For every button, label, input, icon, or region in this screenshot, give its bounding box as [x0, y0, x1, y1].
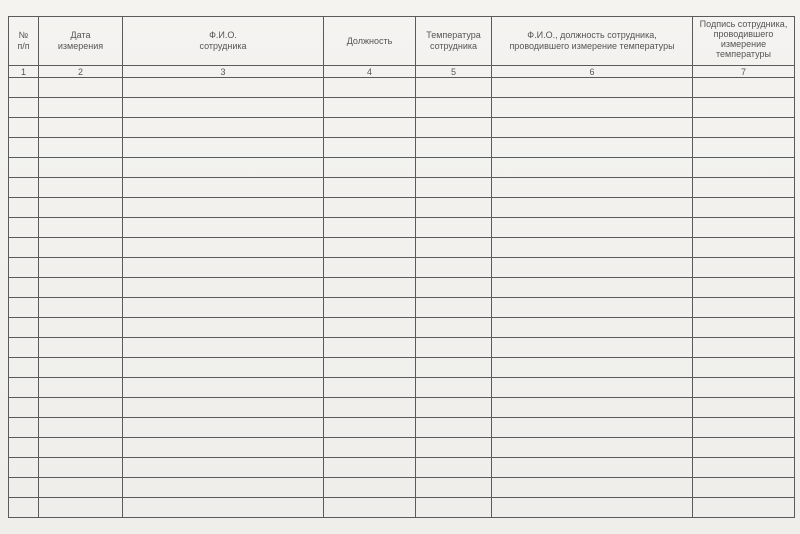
table-cell[interactable] [39, 158, 123, 178]
table-cell[interactable] [9, 318, 39, 338]
table-cell[interactable] [123, 238, 324, 258]
table-cell[interactable] [416, 358, 492, 378]
table-cell[interactable] [39, 338, 123, 358]
table-cell[interactable] [123, 458, 324, 478]
table-cell[interactable] [39, 478, 123, 498]
table-row [9, 218, 795, 238]
table-cell[interactable] [39, 398, 123, 418]
table-cell[interactable] [324, 178, 416, 198]
table-cell[interactable] [9, 358, 39, 378]
table-cell[interactable] [492, 418, 693, 438]
table-cell[interactable] [416, 218, 492, 238]
table-cell[interactable] [123, 278, 324, 298]
table-cell[interactable] [693, 418, 795, 438]
table-cell[interactable] [492, 198, 693, 218]
table-cell[interactable] [492, 498, 693, 518]
table-cell[interactable] [693, 318, 795, 338]
table-row [9, 478, 795, 498]
table-cell[interactable] [39, 278, 123, 298]
header-row [9, 17, 795, 66]
table-cell[interactable] [9, 178, 39, 198]
table-cell[interactable] [324, 378, 416, 398]
table-cell[interactable] [693, 158, 795, 178]
table-cell[interactable] [324, 338, 416, 358]
table-cell[interactable] [324, 98, 416, 118]
table-cell[interactable] [416, 438, 492, 458]
table-cell[interactable] [492, 378, 693, 398]
table-cell[interactable] [416, 118, 492, 138]
table-cell[interactable] [39, 118, 123, 138]
table-cell[interactable] [324, 138, 416, 158]
table-cell[interactable] [123, 498, 324, 518]
table-cell[interactable] [9, 478, 39, 498]
table-cell[interactable] [324, 318, 416, 338]
table-cell[interactable] [39, 378, 123, 398]
table-cell[interactable] [324, 118, 416, 138]
table-row [9, 398, 795, 418]
table-cell[interactable] [123, 78, 324, 98]
column-header: № п/п [9, 17, 39, 66]
table-cell[interactable] [492, 438, 693, 458]
table-cell[interactable] [9, 198, 39, 218]
table-cell[interactable] [9, 398, 39, 418]
table-row [9, 78, 795, 98]
table-cell[interactable] [123, 98, 324, 118]
table-cell[interactable] [416, 378, 492, 398]
table-cell[interactable] [123, 218, 324, 238]
table-row [9, 258, 795, 278]
table-cell[interactable] [9, 218, 39, 238]
table-row [9, 438, 795, 458]
table-row [9, 198, 795, 218]
table-cell[interactable] [416, 398, 492, 418]
table-cell[interactable] [693, 298, 795, 318]
column-number-row [9, 66, 795, 78]
table-cell[interactable] [416, 298, 492, 318]
table-cell[interactable] [123, 198, 324, 218]
table-cell[interactable] [324, 418, 416, 438]
table-cell[interactable] [39, 138, 123, 158]
table-cell[interactable] [39, 78, 123, 98]
table-cell[interactable] [123, 338, 324, 358]
table-cell[interactable] [123, 138, 324, 158]
column-number: 7 [693, 66, 795, 78]
table-row [9, 158, 795, 178]
table-cell[interactable] [324, 278, 416, 298]
table-cell[interactable] [39, 358, 123, 378]
table-cell[interactable] [416, 338, 492, 358]
table-row [9, 498, 795, 518]
table-cell[interactable] [324, 438, 416, 458]
table-cell[interactable] [324, 358, 416, 378]
table-cell[interactable] [416, 418, 492, 438]
table-row [9, 118, 795, 138]
table-cell[interactable] [123, 158, 324, 178]
table-cell[interactable] [416, 458, 492, 478]
table-cell[interactable] [9, 138, 39, 158]
table-cell[interactable] [9, 158, 39, 178]
table-cell[interactable] [492, 278, 693, 298]
table-cell[interactable] [39, 498, 123, 518]
table-row [9, 138, 795, 158]
table-cell[interactable] [492, 338, 693, 358]
table-cell[interactable] [39, 258, 123, 278]
table-cell[interactable] [693, 78, 795, 98]
column-number: 4 [324, 66, 416, 78]
table-cell[interactable] [123, 438, 324, 458]
table-cell[interactable] [39, 418, 123, 438]
table-cell[interactable] [492, 478, 693, 498]
column-header: Ф.И.О. сотрудника [123, 17, 324, 66]
table-cell[interactable] [693, 278, 795, 298]
table-cell[interactable] [9, 98, 39, 118]
table-row [9, 458, 795, 478]
table-cell[interactable] [693, 478, 795, 498]
table-cell[interactable] [492, 158, 693, 178]
table-cell[interactable] [492, 358, 693, 378]
table-row [9, 178, 795, 198]
table-cell[interactable] [123, 118, 324, 138]
table-cell[interactable] [416, 318, 492, 338]
table-cell[interactable] [123, 178, 324, 198]
table-cell[interactable] [39, 298, 123, 318]
table-cell[interactable] [123, 478, 324, 498]
table-cell[interactable] [693, 98, 795, 118]
table-cell[interactable] [693, 378, 795, 398]
table-cell[interactable] [416, 138, 492, 158]
table-cell[interactable] [9, 498, 39, 518]
table-cell[interactable] [492, 458, 693, 478]
table-cell[interactable] [9, 418, 39, 438]
table-cell[interactable] [9, 438, 39, 458]
table-cell[interactable] [39, 238, 123, 258]
table-cell[interactable] [416, 78, 492, 98]
column-header: Ф.И.О., должность сотрудника, проводившего измерение температуры [492, 17, 693, 66]
column-header: Подпись сотрудника, проводившего измерение температуры [693, 17, 795, 66]
table-cell[interactable] [123, 318, 324, 338]
table-cell[interactable] [492, 178, 693, 198]
table-cell[interactable] [123, 358, 324, 378]
table-cell[interactable] [9, 258, 39, 278]
table-cell[interactable] [9, 378, 39, 398]
table-cell[interactable] [39, 458, 123, 478]
table-row [9, 358, 795, 378]
column-number: 6 [492, 66, 693, 78]
table-row [9, 298, 795, 318]
table-cell[interactable] [492, 318, 693, 338]
table-row [9, 378, 795, 398]
table-row [9, 98, 795, 118]
table-cell[interactable] [123, 418, 324, 438]
log-body [9, 78, 795, 518]
table-cell[interactable] [324, 198, 416, 218]
table-cell[interactable] [39, 318, 123, 338]
table-cell[interactable] [693, 198, 795, 218]
table-cell[interactable] [693, 258, 795, 278]
table-cell[interactable] [416, 158, 492, 178]
table-cell[interactable] [324, 258, 416, 278]
table-cell[interactable] [123, 298, 324, 318]
table-cell[interactable] [693, 138, 795, 158]
table-cell[interactable] [492, 218, 693, 238]
table-row [9, 278, 795, 298]
table-cell[interactable] [416, 178, 492, 198]
column-number: 3 [123, 66, 324, 78]
table-cell[interactable] [492, 258, 693, 278]
table-cell[interactable] [324, 298, 416, 318]
table-cell[interactable] [693, 218, 795, 238]
table-cell[interactable] [693, 358, 795, 378]
table-cell[interactable] [693, 238, 795, 258]
table-cell[interactable] [416, 258, 492, 278]
table-cell[interactable] [324, 218, 416, 238]
table-cell[interactable] [324, 78, 416, 98]
table-cell[interactable] [492, 398, 693, 418]
column-header: Дата измерения [39, 17, 123, 66]
table-cell[interactable] [492, 118, 693, 138]
table-cell[interactable] [123, 258, 324, 278]
column-number: 1 [9, 66, 39, 78]
table-cell[interactable] [416, 278, 492, 298]
table-row [9, 418, 795, 438]
table-row [9, 338, 795, 358]
table-cell[interactable] [324, 458, 416, 478]
table-cell[interactable] [9, 238, 39, 258]
column-number: 2 [39, 66, 123, 78]
table-cell[interactable] [324, 158, 416, 178]
table-cell[interactable] [39, 178, 123, 198]
table-cell[interactable] [9, 338, 39, 358]
table-cell[interactable] [693, 118, 795, 138]
table-cell[interactable] [693, 498, 795, 518]
column-header: Температура сотрудника [416, 17, 492, 66]
table-cell[interactable] [693, 398, 795, 418]
table-cell[interactable] [39, 218, 123, 238]
table-row [9, 318, 795, 338]
table-cell[interactable] [39, 98, 123, 118]
table-cell[interactable] [416, 98, 492, 118]
table-cell[interactable] [324, 478, 416, 498]
table-cell[interactable] [9, 78, 39, 98]
table-cell[interactable] [693, 438, 795, 458]
table-cell[interactable] [693, 338, 795, 358]
table-cell[interactable] [123, 378, 324, 398]
table-cell[interactable] [693, 178, 795, 198]
table-cell[interactable] [324, 498, 416, 518]
table-cell[interactable] [9, 458, 39, 478]
table-cell[interactable] [492, 78, 693, 98]
table-cell[interactable] [492, 298, 693, 318]
table-cell[interactable] [123, 398, 324, 418]
table-cell[interactable] [39, 438, 123, 458]
table-row [9, 238, 795, 258]
table-cell[interactable] [416, 498, 492, 518]
table-cell[interactable] [693, 458, 795, 478]
table-cell[interactable] [416, 478, 492, 498]
table-cell[interactable] [492, 238, 693, 258]
temperature-log-table [8, 16, 795, 518]
table-cell[interactable] [324, 238, 416, 258]
table-cell[interactable] [9, 298, 39, 318]
table-cell[interactable] [492, 98, 693, 118]
table-cell[interactable] [416, 238, 492, 258]
column-number: 5 [416, 66, 492, 78]
table-cell[interactable] [39, 198, 123, 218]
table-cell[interactable] [9, 278, 39, 298]
table-cell[interactable] [416, 198, 492, 218]
table-cell[interactable] [9, 118, 39, 138]
table-cell[interactable] [324, 398, 416, 418]
table-cell[interactable] [492, 138, 693, 158]
column-header: Должность [324, 17, 416, 66]
